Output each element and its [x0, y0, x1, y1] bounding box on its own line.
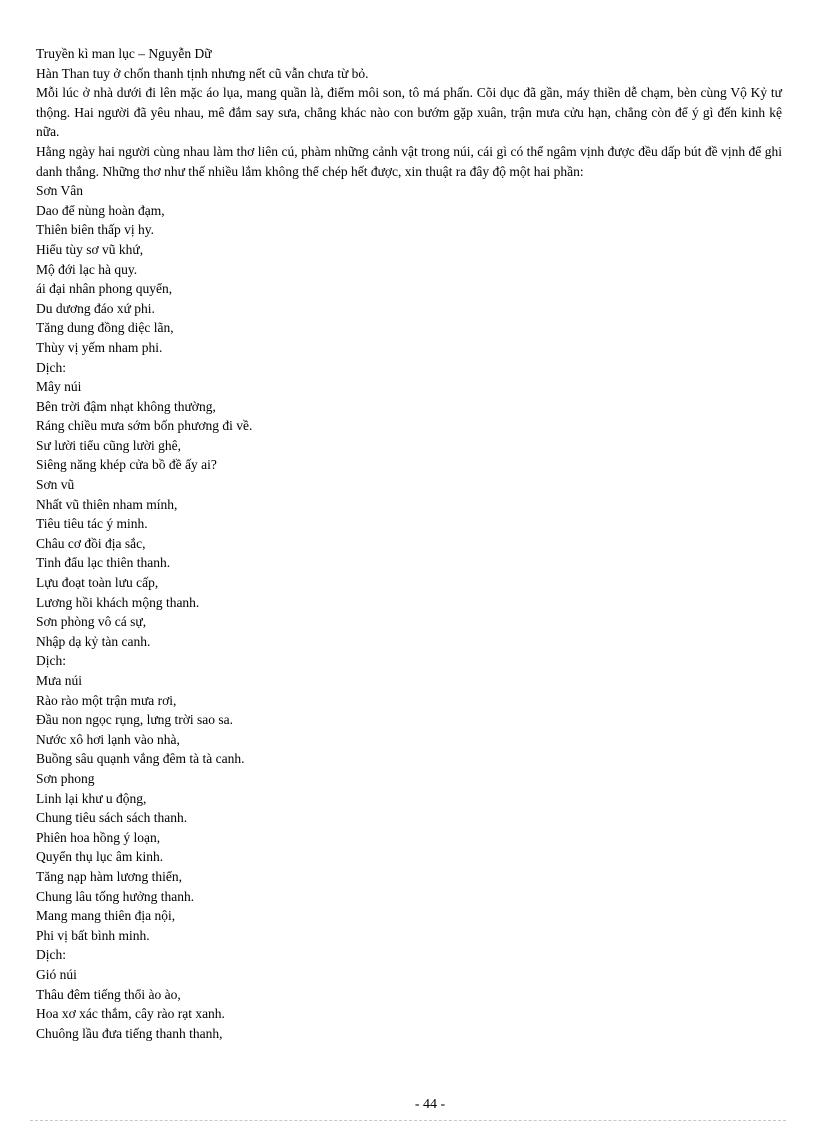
page-number: - 44 - [414, 1097, 446, 1112]
verse-line: Mây núi [36, 379, 82, 395]
verse-line: Siêng năng khép cửa bồ đề ấy ai? [36, 457, 217, 473]
verse-line: Dao để nùng hoàn đạm, [36, 202, 165, 218]
verse-line: Mộ đới lạc hà quy. [36, 261, 138, 277]
verse-line: Quyển thụ lục âm kinh. [36, 849, 164, 865]
verse-line: Hiểu tùy sơ vũ khứ, [36, 241, 144, 257]
verse-line: ái đại nhân phong quyển, [36, 281, 173, 297]
verse-line: Rào rào một trận mưa rơi, [36, 692, 177, 708]
verse-line: Thiên biên thấp vị hy. [36, 222, 154, 238]
verse-line: Tăng nạp hàm lương thiển, [36, 868, 183, 884]
page-body [36, 44, 782, 1043]
verse-line: Dịch: [36, 359, 66, 375]
verse-line: Tiêu tiêu tác ý minh. [36, 516, 148, 532]
paragraph: Mỗi lúc ở nhà dưới đi lên mặc áo lụa, mang quần là, điểm môi son, tô má phấn. Cõi dục đã gần, máy thiền dễ chạm, bèn cùng Vộ Kỷ tư thộng. Hai người đã yêu nhau, mê đắm say sưa, chẳng khác nào con bướm gặp xuân, trận mưa cửu hạn, chẳng còn để ý gì đến kinh kệ nữa. [36, 85, 782, 140]
verse-line: Nhập dạ kỷ tàn canh. [36, 633, 151, 649]
paragraph: Hằng ngày hai người cùng nhau làm thơ liên cú, phàm những cảnh vật trong núi, cái gì có thể ngâm vịnh được đều dấp bút đề vịnh để ghi danh thắng. Những thơ như thế nhiều lắm không thể chép hết được, xin thuật ra đây độ một hai phần: [36, 143, 782, 179]
verse-line: Dịch: [36, 947, 66, 963]
verse-line: Dịch: [36, 653, 66, 669]
verse-line: Mưa núi [36, 673, 82, 688]
verse-line: Chuông lầu đưa tiếng thanh thanh, [36, 1025, 223, 1041]
verse-line: Mang mang thiên địa nội, [36, 908, 176, 924]
verse-line: Tinh đẩu lạc thiên thanh. [36, 555, 171, 571]
verse-line: Nhất vũ thiên nham mính, [36, 496, 178, 512]
verse-line: Thùy vị yếm nham phi. [36, 339, 163, 355]
verse-line: Du dương đáo xứ phi. [36, 300, 155, 316]
verse-line: Chung tiêu sách sách thanh. [36, 810, 188, 826]
source-header-line: Truyền kì man lục – Nguyễn Dữ [36, 46, 212, 61]
verse-line: Lương hồi khách mộng thanh. [36, 594, 200, 610]
verse-line: Thâu đêm tiếng thổi ào ào, [36, 986, 181, 1002]
verse-line: Buồng sâu quạnh vắng đêm tà tà canh. [36, 751, 245, 767]
verse-line: Sơn vũ [36, 477, 75, 493]
verse-line: Chung lâu tống hưởng thanh. [36, 888, 195, 904]
verse-line: Phiên hoa hồng ý loạn, [36, 829, 161, 845]
verse-line: Tăng dung đồng diệc lãn, [36, 320, 174, 336]
verse-line: Ráng chiều mưa sớm bốn phương đi về. [36, 418, 253, 434]
paragraph: Hàn Than tuy ở chốn thanh tịnh nhưng nết cũ vẫn chưa từ bỏ. [36, 65, 369, 81]
verse-line: Gió núi [36, 966, 77, 982]
footer-divider [30, 1120, 786, 1121]
verse-line: Nước xô hơi lạnh vào nhà, [36, 731, 180, 747]
verse-line: Sư lười tiểu cũng lười ghê, [36, 437, 181, 453]
verse-line: Sơn phòng vô cá sự, [36, 614, 147, 630]
verse-line: Đầu non ngọc rụng, lưng trời sao sa. [36, 712, 234, 728]
verse-line: Lựu đoạt toàn lưu cấp, [36, 575, 159, 591]
verse-line: Linh lại khư u động, [36, 790, 147, 806]
verse-line: Phi vị bất bình minh. [36, 927, 150, 943]
verse-line: Sơn phong [36, 770, 95, 786]
verse-line: Châu cơ đồi địa sắc, [36, 535, 146, 551]
verse-line: Sơn Vân [36, 183, 84, 199]
verse-line: Bên trời đậm nhạt không thường, [36, 398, 216, 414]
verse-line: Hoa xơ xác thắm, cây rào rạt xanh. [36, 1006, 225, 1022]
